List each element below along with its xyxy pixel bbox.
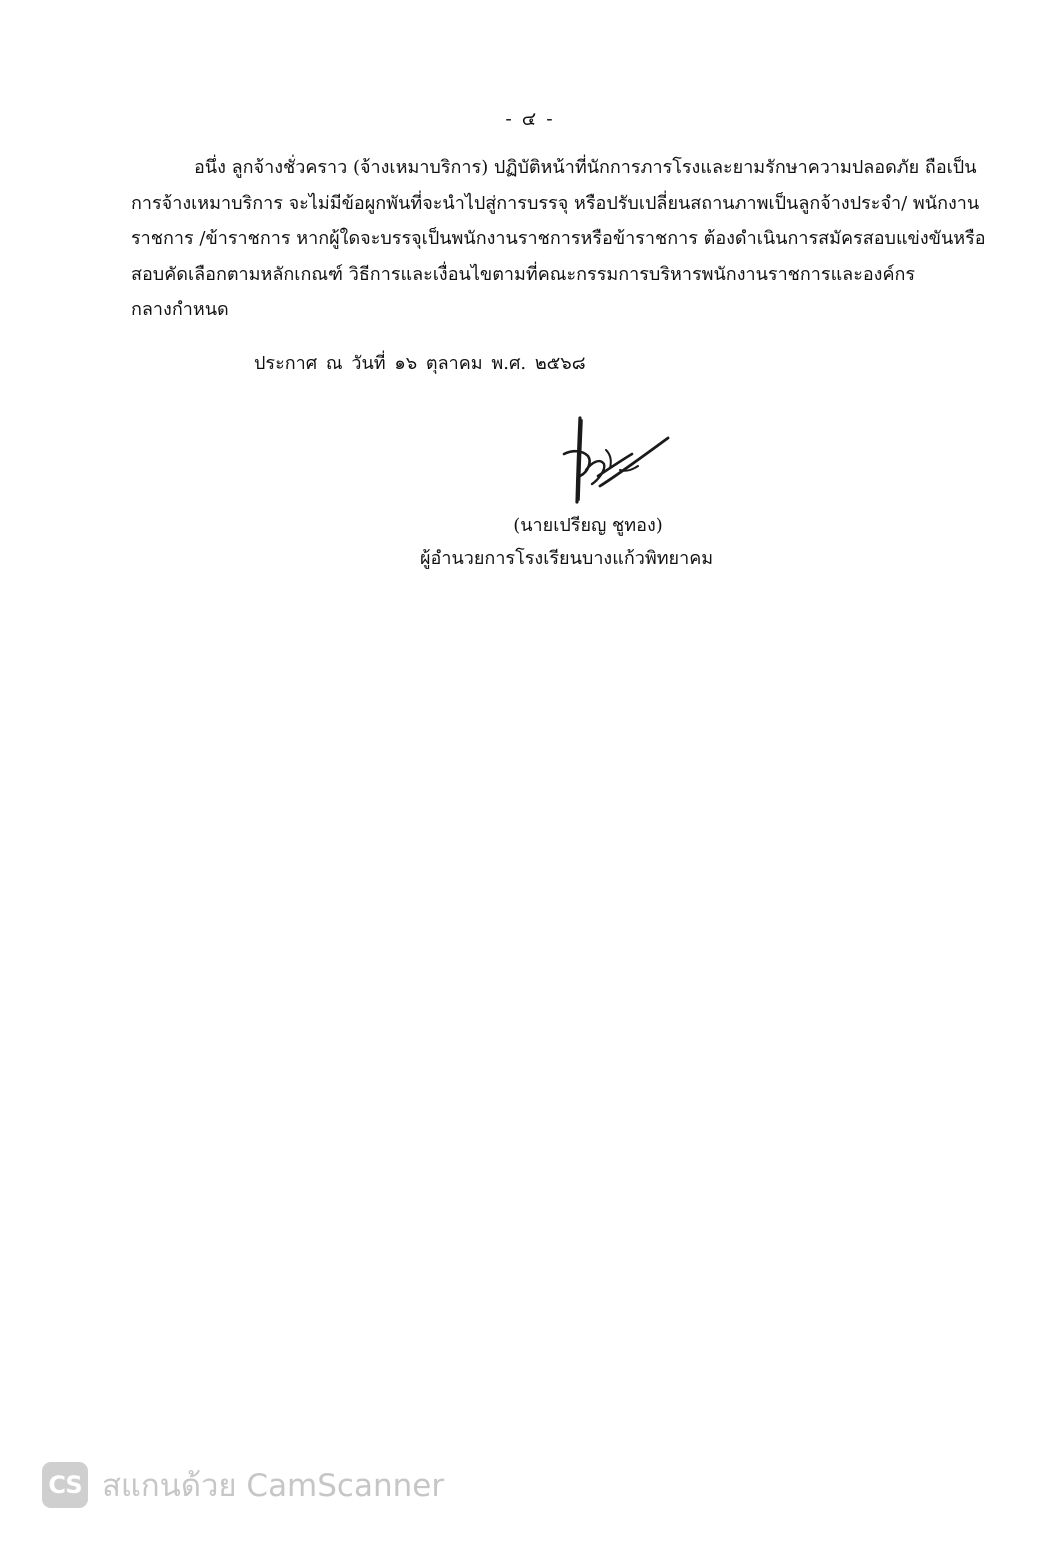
- paragraph-line: กลางกำหนด: [131, 299, 229, 320]
- paragraph-line: การจ้างเหมาบริการ จะไม่มีข้อผูกพันที่จะนำไปสู่การบรรจุ หรือปรับเปลี่ยนสถานภาพเป็นลูกจ้างประจำ/ พนักงาน: [131, 192, 980, 214]
- signer-position: ผู้อำนวยการโรงเรียนบางแก้วพิทยาคม: [420, 548, 714, 569]
- camscanner-logo-icon: CS: [42, 1462, 88, 1508]
- signer-name: (นายเปรียญ ชูทอง): [513, 515, 663, 536]
- watermark-text: สแกนด้วย CamScanner: [102, 1468, 445, 1504]
- signature-image: [558, 410, 678, 510]
- paragraph-line: อนึ่ง ลูกจ้างชั่วคราว (จ้างเหมาบริการ) ปฏิบัติหน้าที่นักการภารโรงและยามรักษาความปลอดภัย ถือเป็น: [194, 157, 977, 178]
- paragraph-line: สอบคัดเลือกตามหลักเกณฑ์ วิธีการและเงื่อนไขตามที่คณะกรรมการบริหารพนักงานราชการและองค์กร: [131, 263, 916, 285]
- paragraph-line: ราชการ /ข้าราชการ หากผู้ใดจะบรรจุเป็นพนักงานราชการหรือข้าราชการ ต้องดำเนินการสมัครสอบแข่งขันหรือ: [131, 228, 986, 249]
- page-number: - ๔ -: [505, 108, 555, 130]
- body-paragraph: [131, 150, 987, 328]
- camscanner-watermark: [42, 1460, 444, 1510]
- announcement-date: ประกาศ ณ วันที่ ๑๖ ตุลาคม พ.ศ. ๒๕๖๘: [254, 353, 586, 374]
